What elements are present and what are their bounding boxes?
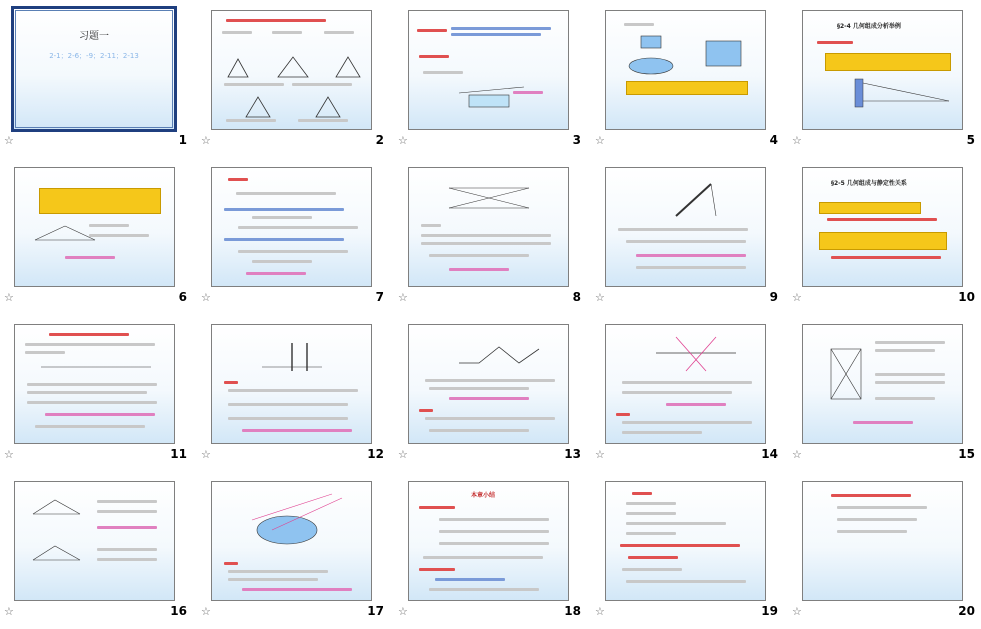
- slide-thumbnail-7[interactable]: [211, 167, 372, 287]
- slide-number: 3: [572, 133, 581, 147]
- slide-cell-11[interactable]: [0, 314, 197, 472]
- diagram-icon: [449, 77, 559, 117]
- slide-cell-2[interactable]: [197, 0, 394, 158]
- slide-number: 20: [958, 604, 975, 618]
- diagram-icon: [626, 31, 756, 81]
- slide-thumbnail-10[interactable]: [802, 167, 963, 287]
- slide-number: 6: [178, 290, 187, 304]
- slide-transition-icon: ☆: [792, 134, 802, 147]
- slide-number: 19: [761, 604, 778, 618]
- diagram-icon: [31, 357, 161, 377]
- slide-number: 14: [761, 447, 778, 461]
- slide-cell-9[interactable]: [591, 157, 788, 315]
- slide-title: 本章小结: [471, 492, 496, 499]
- slide-number: 4: [769, 133, 778, 147]
- slide-transition-icon: ☆: [595, 605, 605, 618]
- slide-transition-icon: ☆: [201, 448, 211, 461]
- slide-transition-icon: ☆: [398, 448, 408, 461]
- slide-cell-17[interactable]: [197, 471, 394, 629]
- slide-cell-10[interactable]: [788, 157, 981, 315]
- slide-cell-14[interactable]: [591, 314, 788, 472]
- slide-transition-icon: ☆: [595, 448, 605, 461]
- slide-cell-6[interactable]: [0, 157, 197, 315]
- slide-number: 13: [564, 447, 581, 461]
- slide-title: §2-5 几何组成与静定性关系: [831, 180, 907, 187]
- slide-thumbnail-20[interactable]: [802, 481, 963, 601]
- slide-cell-20[interactable]: [788, 471, 981, 629]
- diagram-icon: [218, 37, 368, 127]
- slide-cell-7[interactable]: [197, 157, 394, 315]
- diagram-icon: [646, 331, 746, 375]
- slide-number: 18: [564, 604, 581, 618]
- slide-cell-4[interactable]: [591, 0, 788, 158]
- slide-thumbnail-9[interactable]: [605, 167, 766, 287]
- slide-thumbnail-3[interactable]: [408, 10, 569, 130]
- slide-thumbnail-8[interactable]: [408, 167, 569, 287]
- slide-number: 8: [572, 290, 581, 304]
- diagram-icon: [849, 73, 959, 113]
- slide-number: 11: [170, 447, 187, 461]
- slide-thumbnail-18[interactable]: [408, 481, 569, 601]
- slide-cell-3[interactable]: [394, 0, 591, 158]
- slide-transition-icon: ☆: [595, 134, 605, 147]
- slide-transition-icon: ☆: [398, 291, 408, 304]
- slide-thumbnail-12[interactable]: [211, 324, 372, 444]
- slide-cell-12[interactable]: [197, 314, 394, 472]
- slide-cell-18[interactable]: [394, 471, 591, 629]
- diagram-icon: [25, 490, 95, 590]
- diagram-icon: [449, 335, 549, 371]
- slide-transition-icon: ☆: [201, 605, 211, 618]
- diagram-icon: [439, 178, 539, 218]
- slide-transition-icon: ☆: [201, 134, 211, 147]
- slide-thumbnail-16[interactable]: [14, 481, 175, 601]
- slide-thumbnail-17[interactable]: [211, 481, 372, 601]
- slide-thumbnail-6[interactable]: [14, 167, 175, 287]
- slide-cell-15[interactable]: [788, 314, 981, 472]
- slide-thumbnail-4[interactable]: [605, 10, 766, 130]
- slide-number: 1: [178, 133, 187, 147]
- diagram-icon: [666, 176, 726, 226]
- slide-transition-icon: ☆: [4, 448, 14, 461]
- slide-cell-16[interactable]: [0, 471, 197, 629]
- slide-transition-icon: ☆: [4, 134, 14, 147]
- slide-number: 2: [375, 133, 384, 147]
- slide-transition-icon: ☆: [398, 134, 408, 147]
- slide-cell-8[interactable]: [394, 157, 591, 315]
- slide-thumbnail-19[interactable]: [605, 481, 766, 601]
- slide-title: 习题一: [79, 31, 109, 42]
- slide-thumbnail-1[interactable]: [11, 6, 177, 132]
- slide-number: 5: [966, 133, 975, 147]
- slide-transition-icon: ☆: [201, 291, 211, 304]
- slide-number: 7: [375, 290, 384, 304]
- slide-number: 9: [769, 290, 778, 304]
- slide-title: §2-4 几何组成分析举例: [837, 23, 901, 30]
- slide-cell-13[interactable]: [394, 314, 591, 472]
- slide-transition-icon: ☆: [792, 448, 802, 461]
- diagram-icon: [821, 339, 871, 409]
- slide-transition-icon: ☆: [792, 605, 802, 618]
- slide-number: 10: [958, 290, 975, 304]
- slide-thumbnail-13[interactable]: [408, 324, 569, 444]
- slide-thumbnail-2[interactable]: [211, 10, 372, 130]
- slide-number: 16: [170, 604, 187, 618]
- slide-cell-1[interactable]: [0, 0, 197, 158]
- slide-thumbnail-5[interactable]: [802, 10, 963, 130]
- slide-cell-19[interactable]: [591, 471, 788, 629]
- slide-thumbnail-11[interactable]: [14, 324, 175, 444]
- slide-thumbnail-15[interactable]: [802, 324, 963, 444]
- slide-transition-icon: ☆: [792, 291, 802, 304]
- slide-transition-icon: ☆: [595, 291, 605, 304]
- slide-transition-icon: ☆: [4, 605, 14, 618]
- slide-cell-5[interactable]: [788, 0, 981, 158]
- slide-number: 15: [958, 447, 975, 461]
- slide-number: 17: [367, 604, 384, 618]
- slide-transition-icon: ☆: [398, 605, 408, 618]
- slide-number: 12: [367, 447, 384, 461]
- slide-subtitle: 2-1；2-6；-9；2-11；2-13: [49, 52, 139, 60]
- diagram-icon: [242, 490, 352, 556]
- slide-transition-icon: ☆: [4, 291, 14, 304]
- diagram-icon: [252, 337, 332, 377]
- slide-thumbnail-14[interactable]: [605, 324, 766, 444]
